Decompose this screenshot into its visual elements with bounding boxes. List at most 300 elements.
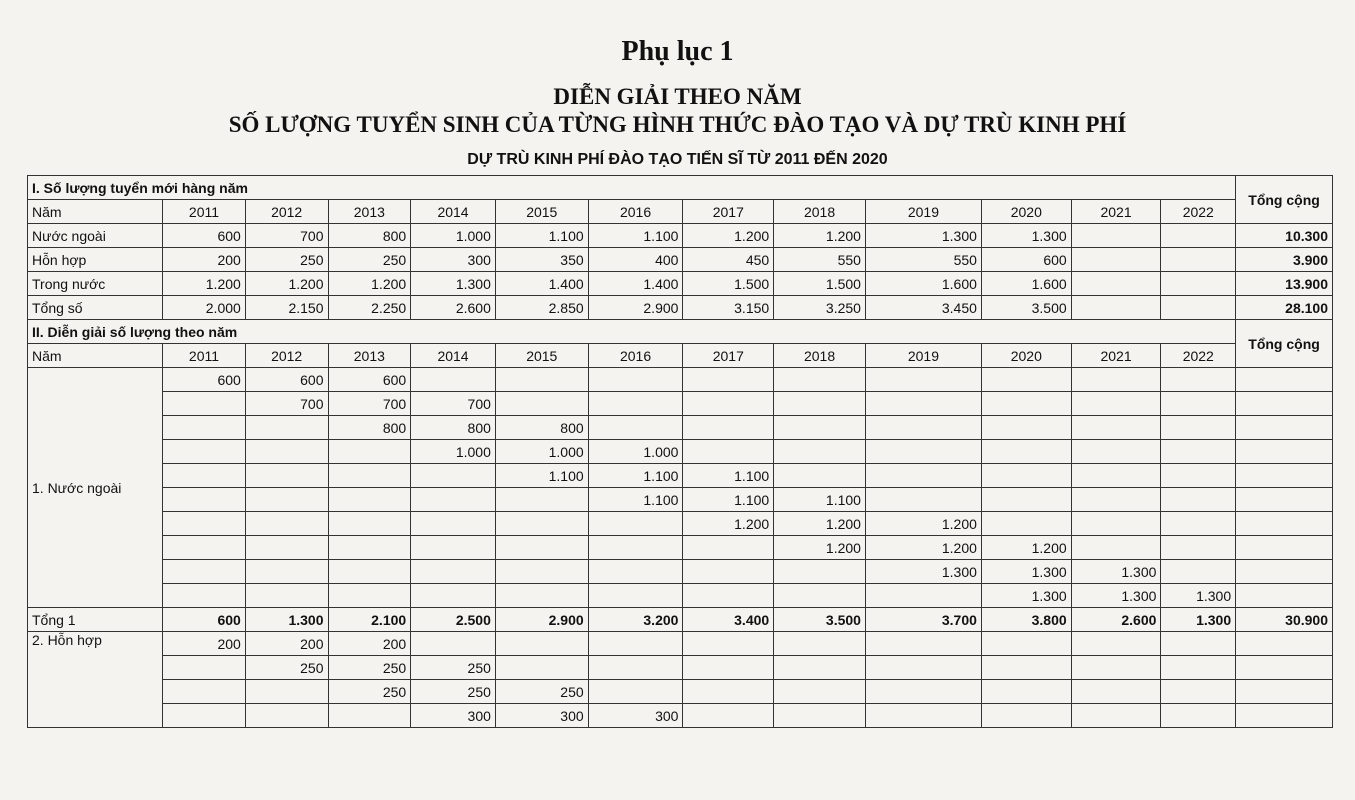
value-cell [865, 440, 981, 464]
value-cell: 700 [245, 392, 328, 416]
row-total [1236, 392, 1333, 416]
row-total [1236, 584, 1333, 608]
value-cell: 1.100 [495, 224, 588, 248]
section1-data-row [28, 248, 1333, 272]
value-cell [245, 560, 328, 584]
row-total [1236, 536, 1333, 560]
value-cell [683, 584, 774, 608]
value-cell: 200 [328, 632, 411, 656]
value-cell: 1.300 [1161, 584, 1236, 608]
value-cell [683, 368, 774, 392]
value-cell [163, 392, 246, 416]
value-cell: 1.100 [588, 488, 683, 512]
value-cell [411, 560, 496, 584]
row-total [1236, 488, 1333, 512]
value-cell: 800 [411, 416, 496, 440]
value-cell: 250 [328, 248, 411, 272]
value-cell [981, 440, 1071, 464]
section2-total-header: Tổng cộng [1236, 320, 1333, 368]
year-header: 2021 [1071, 200, 1161, 224]
budget-table [27, 175, 1333, 728]
row-total: 28.100 [1236, 296, 1333, 320]
value-cell: 2.850 [495, 296, 588, 320]
value-cell [1161, 536, 1236, 560]
year-header: 2018 [774, 200, 866, 224]
value-cell [1071, 488, 1161, 512]
value-cell [163, 536, 246, 560]
value-cell [1161, 656, 1236, 680]
value-cell: 2.600 [411, 296, 496, 320]
total1-value: 1.300 [1161, 608, 1236, 632]
value-cell [328, 560, 411, 584]
foreign-breakdown-row [28, 392, 1333, 416]
value-cell [1161, 248, 1236, 272]
value-cell: 300 [411, 704, 496, 728]
value-cell [163, 416, 246, 440]
value-cell [683, 536, 774, 560]
value-cell: 1.000 [495, 440, 588, 464]
section1-title: I. Số lượng tuyển mới hàng năm [28, 176, 1236, 200]
value-cell [163, 464, 246, 488]
value-cell [774, 392, 866, 416]
value-cell: 2.900 [588, 296, 683, 320]
value-cell: 1.000 [411, 224, 496, 248]
year-header: 2020 [981, 344, 1071, 368]
value-cell [245, 704, 328, 728]
value-cell [1161, 296, 1236, 320]
value-cell [981, 680, 1071, 704]
value-cell [1071, 296, 1161, 320]
section2-year-row [28, 344, 1333, 368]
value-cell [1071, 680, 1161, 704]
value-cell [1071, 272, 1161, 296]
total1-value: 1.300 [245, 608, 328, 632]
value-cell [328, 584, 411, 608]
value-cell [411, 368, 496, 392]
row-total [1236, 656, 1333, 680]
value-cell: 1.300 [1071, 560, 1161, 584]
row-label: Hỗn hợp [28, 248, 163, 272]
value-cell [774, 560, 866, 584]
value-cell [865, 632, 981, 656]
value-cell [328, 536, 411, 560]
value-cell [411, 632, 496, 656]
value-cell [683, 656, 774, 680]
value-cell [245, 584, 328, 608]
row-total: 10.300 [1236, 224, 1333, 248]
year-header: 2015 [495, 344, 588, 368]
value-cell: 250 [328, 680, 411, 704]
year-header: 2022 [1161, 200, 1236, 224]
value-cell [865, 704, 981, 728]
section2-title-row [28, 320, 1333, 344]
row-total: 13.900 [1236, 272, 1333, 296]
value-cell [163, 440, 246, 464]
value-cell [588, 656, 683, 680]
value-cell [1161, 488, 1236, 512]
value-cell [981, 632, 1071, 656]
total1-value: 3.700 [865, 608, 981, 632]
value-cell [683, 440, 774, 464]
value-cell: 1.200 [774, 536, 866, 560]
foreign-breakdown-row [28, 584, 1333, 608]
value-cell: 1.200 [163, 272, 246, 296]
value-cell [1071, 248, 1161, 272]
row-total [1236, 440, 1333, 464]
value-cell [1071, 656, 1161, 680]
row-total [1236, 512, 1333, 536]
value-cell: 1.000 [588, 440, 683, 464]
value-cell: 300 [495, 704, 588, 728]
foreign-breakdown-row [28, 560, 1333, 584]
value-cell: 700 [245, 224, 328, 248]
value-cell: 700 [328, 392, 411, 416]
value-cell: 600 [245, 368, 328, 392]
value-cell: 1.500 [774, 272, 866, 296]
value-cell [1161, 560, 1236, 584]
value-cell [1161, 680, 1236, 704]
value-cell [411, 536, 496, 560]
value-cell: 600 [981, 248, 1071, 272]
section1-year-row [28, 200, 1333, 224]
value-cell [245, 464, 328, 488]
value-cell [774, 704, 866, 728]
value-cell [588, 536, 683, 560]
value-cell: 1.600 [865, 272, 981, 296]
value-cell: 250 [495, 680, 588, 704]
year-label: Năm [28, 200, 163, 224]
mixed-breakdown-row [28, 656, 1333, 680]
row-total [1236, 464, 1333, 488]
value-cell [1161, 464, 1236, 488]
value-cell [1071, 704, 1161, 728]
value-cell: 200 [245, 632, 328, 656]
value-cell [245, 512, 328, 536]
value-cell: 1.200 [865, 536, 981, 560]
value-cell [1161, 368, 1236, 392]
row-total [1236, 368, 1333, 392]
value-cell [495, 656, 588, 680]
value-cell [163, 656, 246, 680]
value-cell: 1.300 [981, 224, 1071, 248]
year-header: 2021 [1071, 344, 1161, 368]
foreign-breakdown-row [28, 440, 1333, 464]
value-cell [411, 488, 496, 512]
foreign-breakdown-row [28, 416, 1333, 440]
value-cell: 1.200 [865, 512, 981, 536]
section1-title-row [28, 176, 1333, 200]
value-cell [245, 440, 328, 464]
year-header: 2019 [865, 344, 981, 368]
total1-value: 3.500 [774, 608, 866, 632]
value-cell [1161, 632, 1236, 656]
value-cell: 3.250 [774, 296, 866, 320]
value-cell [495, 632, 588, 656]
value-cell: 550 [865, 248, 981, 272]
value-cell: 200 [163, 632, 246, 656]
year-header: 2013 [328, 344, 411, 368]
total1-value: 2.900 [495, 608, 588, 632]
value-cell [163, 560, 246, 584]
year-header: 2017 [683, 344, 774, 368]
value-cell [245, 488, 328, 512]
value-cell [328, 464, 411, 488]
value-cell: 3.150 [683, 296, 774, 320]
value-cell [588, 392, 683, 416]
value-cell [1071, 440, 1161, 464]
value-cell [865, 416, 981, 440]
value-cell [588, 416, 683, 440]
row-total [1236, 632, 1333, 656]
value-cell [245, 536, 328, 560]
value-cell: 550 [774, 248, 866, 272]
total1-value: 3.400 [683, 608, 774, 632]
value-cell [865, 656, 981, 680]
value-cell: 1.500 [683, 272, 774, 296]
value-cell [865, 680, 981, 704]
value-cell: 250 [245, 248, 328, 272]
value-cell: 1.200 [245, 272, 328, 296]
total1-grand: 30.900 [1236, 608, 1333, 632]
value-cell [683, 392, 774, 416]
section2-title: II. Diễn giải số lượng theo năm [28, 320, 1236, 344]
value-cell: 2.000 [163, 296, 246, 320]
mixed-breakdown-row [28, 680, 1333, 704]
value-cell: 350 [495, 248, 588, 272]
value-cell: 250 [245, 656, 328, 680]
value-cell [1161, 416, 1236, 440]
value-cell [163, 680, 246, 704]
value-cell [1161, 392, 1236, 416]
value-cell [774, 464, 866, 488]
value-cell [1071, 512, 1161, 536]
value-cell [588, 584, 683, 608]
value-cell: 300 [411, 248, 496, 272]
value-cell [1071, 392, 1161, 416]
row-total [1236, 416, 1333, 440]
value-cell [328, 704, 411, 728]
appendix-title: Phụ lục 1 [621, 36, 734, 67]
year-header: 2017 [683, 200, 774, 224]
year-header: 2016 [588, 200, 683, 224]
value-cell: 1.600 [981, 272, 1071, 296]
value-cell: 1.100 [588, 224, 683, 248]
value-cell: 1.300 [981, 560, 1071, 584]
value-cell [865, 392, 981, 416]
value-cell: 1.300 [865, 224, 981, 248]
value-cell: 600 [163, 368, 246, 392]
value-cell [981, 392, 1071, 416]
total1-value: 3.800 [981, 608, 1071, 632]
value-cell: 1.300 [981, 584, 1071, 608]
heading-line-1: DIỄN GIẢI THEO NĂM [553, 84, 802, 109]
year-header: 2015 [495, 200, 588, 224]
value-cell [683, 704, 774, 728]
value-cell: 400 [588, 248, 683, 272]
section1-data-row [28, 224, 1333, 248]
year-header: 2016 [588, 344, 683, 368]
value-cell: 250 [328, 656, 411, 680]
value-cell: 250 [411, 680, 496, 704]
mixed-label: 2. Hỗn hợp [28, 632, 163, 728]
value-cell [774, 440, 866, 464]
value-cell [1161, 512, 1236, 536]
value-cell: 1.200 [328, 272, 411, 296]
value-cell [495, 512, 588, 536]
value-cell [683, 560, 774, 584]
value-cell: 700 [411, 392, 496, 416]
value-cell [328, 488, 411, 512]
value-cell: 3.450 [865, 296, 981, 320]
foreign-breakdown-row [28, 536, 1333, 560]
value-cell: 600 [328, 368, 411, 392]
value-cell [163, 704, 246, 728]
value-cell [245, 680, 328, 704]
value-cell [774, 680, 866, 704]
total1-value: 2.100 [328, 608, 411, 632]
value-cell [495, 560, 588, 584]
value-cell: 250 [411, 656, 496, 680]
value-cell: 1.100 [588, 464, 683, 488]
row-label: Tổng số [28, 296, 163, 320]
value-cell [328, 440, 411, 464]
value-cell [1071, 464, 1161, 488]
value-cell [163, 488, 246, 512]
year-header: 2020 [981, 200, 1071, 224]
year-header: 2012 [245, 200, 328, 224]
section1-data-row [28, 296, 1333, 320]
value-cell: 2.150 [245, 296, 328, 320]
value-cell [981, 464, 1071, 488]
value-cell: 800 [328, 416, 411, 440]
value-cell [981, 368, 1071, 392]
year-header: 2011 [163, 200, 246, 224]
value-cell [865, 584, 981, 608]
year-header: 2014 [411, 200, 496, 224]
value-cell [495, 536, 588, 560]
value-cell: 1.000 [411, 440, 496, 464]
value-cell [865, 464, 981, 488]
row-total [1236, 704, 1333, 728]
row-label: Trong nước [28, 272, 163, 296]
row-total [1236, 560, 1333, 584]
value-cell: 1.200 [774, 512, 866, 536]
foreign-label: 1. Nước ngoài [28, 368, 163, 608]
value-cell: 2.250 [328, 296, 411, 320]
value-cell [774, 632, 866, 656]
value-cell: 800 [495, 416, 588, 440]
value-cell: 1.100 [495, 464, 588, 488]
value-cell [981, 704, 1071, 728]
value-cell: 1.200 [774, 224, 866, 248]
value-cell [1161, 224, 1236, 248]
value-cell [774, 584, 866, 608]
value-cell: 200 [163, 248, 246, 272]
row-total [1236, 680, 1333, 704]
total1-value: 3.200 [588, 608, 683, 632]
value-cell [495, 392, 588, 416]
foreign-breakdown-row [28, 488, 1333, 512]
year-header: 2018 [774, 344, 866, 368]
total1-row [28, 608, 1333, 632]
total1-label: Tổng 1 [28, 608, 163, 632]
value-cell: 1.400 [495, 272, 588, 296]
year-header: 2013 [328, 200, 411, 224]
value-cell [495, 488, 588, 512]
foreign-breakdown-row [28, 368, 1333, 392]
year-header: 2022 [1161, 344, 1236, 368]
value-cell [774, 656, 866, 680]
value-cell [1071, 632, 1161, 656]
value-cell: 1.200 [683, 512, 774, 536]
value-cell [981, 488, 1071, 512]
value-cell [683, 416, 774, 440]
value-cell: 450 [683, 248, 774, 272]
foreign-breakdown-row [28, 512, 1333, 536]
value-cell [588, 680, 683, 704]
value-cell [774, 416, 866, 440]
year-header: 2014 [411, 344, 496, 368]
value-cell [981, 656, 1071, 680]
value-cell: 1.200 [683, 224, 774, 248]
value-cell [588, 512, 683, 536]
value-cell [328, 512, 411, 536]
value-cell: 1.100 [683, 464, 774, 488]
value-cell [774, 368, 866, 392]
total1-value: 2.500 [411, 608, 496, 632]
section1-total-header: Tổng cộng [1236, 176, 1333, 224]
value-cell [411, 584, 496, 608]
row-label: Nước ngoài [28, 224, 163, 248]
value-cell [865, 488, 981, 512]
table-title: DỰ TRÙ KINH PHÍ ĐÀO TẠO TIẾN SĨ TỪ 2011 ĐẾN 2020 [467, 151, 888, 168]
value-cell: 800 [328, 224, 411, 248]
value-cell [1161, 704, 1236, 728]
value-cell [1161, 272, 1236, 296]
value-cell [865, 368, 981, 392]
year-label: Năm [28, 344, 163, 368]
value-cell: 1.200 [981, 536, 1071, 560]
value-cell: 1.400 [588, 272, 683, 296]
value-cell [163, 512, 246, 536]
mixed-breakdown-row [28, 632, 1333, 656]
foreign-breakdown-row [28, 464, 1333, 488]
value-cell: 1.100 [774, 488, 866, 512]
value-cell [245, 416, 328, 440]
value-cell: 1.100 [683, 488, 774, 512]
year-header: 2012 [245, 344, 328, 368]
value-cell [683, 680, 774, 704]
value-cell [588, 560, 683, 584]
value-cell [981, 416, 1071, 440]
value-cell: 1.300 [865, 560, 981, 584]
value-cell: 1.300 [411, 272, 496, 296]
value-cell [1071, 536, 1161, 560]
value-cell [411, 464, 496, 488]
value-cell [588, 368, 683, 392]
section1-data-row [28, 272, 1333, 296]
value-cell [495, 368, 588, 392]
value-cell [683, 632, 774, 656]
value-cell [411, 512, 496, 536]
value-cell [163, 584, 246, 608]
value-cell [1161, 440, 1236, 464]
value-cell [1071, 416, 1161, 440]
value-cell [1071, 368, 1161, 392]
row-total: 3.900 [1236, 248, 1333, 272]
value-cell [1071, 224, 1161, 248]
value-cell [981, 512, 1071, 536]
